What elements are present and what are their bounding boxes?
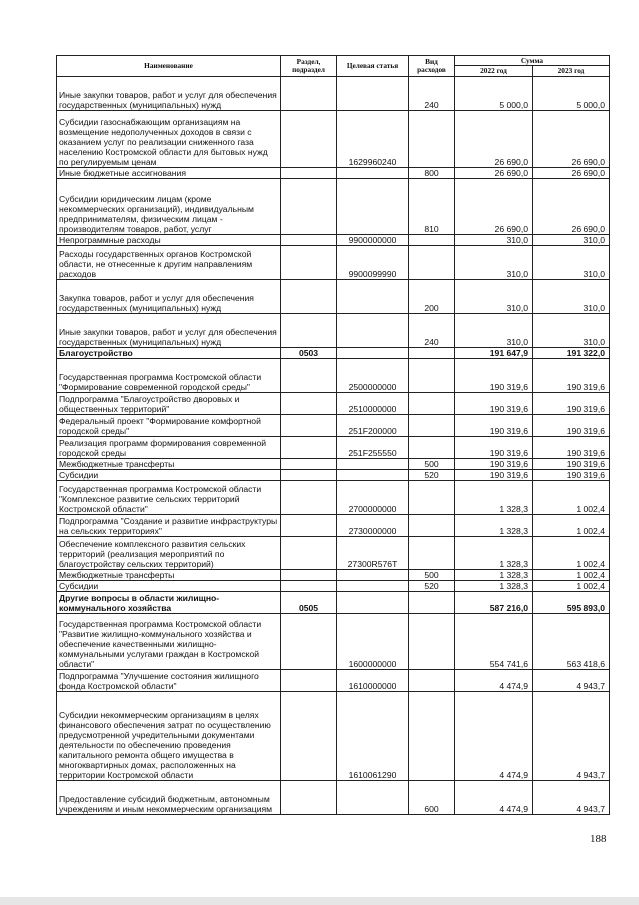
cell-target	[337, 581, 409, 592]
table-row	[57, 111, 610, 168]
cell-target	[337, 77, 409, 111]
table-row	[57, 415, 610, 437]
cell-sum-2022: 310,0	[455, 235, 533, 246]
table-row	[57, 235, 610, 246]
header-name: Наименование	[57, 56, 281, 77]
cell-section	[281, 470, 337, 481]
table-row	[57, 393, 610, 415]
cell-expense-type	[409, 348, 455, 359]
cell-expense-type	[409, 393, 455, 415]
cell-expense-type	[409, 692, 455, 781]
cell-section: 0503	[281, 348, 337, 359]
cell-section	[281, 111, 337, 168]
table-row	[57, 280, 610, 314]
cell-name: Государственная программа Костромской области "Комплексное развитие сельских территорий Костромской области"	[57, 481, 281, 515]
cell-name: Межбюджетные трансферты	[57, 570, 281, 581]
cell-name: Федеральный проект "Формирование комфортной городской среды"	[57, 415, 281, 437]
scan-bottom-edge	[0, 897, 639, 905]
cell-target	[337, 459, 409, 470]
cell-name: Субсидии некоммерческим организациям в целях финансового обеспечения затрат по осуществлению предусмотренной учредительными документами деятельности по обеспечению проведения капитального ремонта общего имущества в многоквартирных домах, расположенных на территории Костромской области	[57, 692, 281, 781]
cell-sum-2023: 4 943,7	[533, 692, 610, 781]
table-row	[57, 515, 610, 537]
cell-section	[281, 168, 337, 179]
cell-name: Субсидии	[57, 470, 281, 481]
cell-name: Непрограммные расходы	[57, 235, 281, 246]
table-row	[57, 437, 610, 459]
cell-sum-2022: 190 319,6	[455, 437, 533, 459]
cell-name: Иные закупки товаров, работ и услуг для обеспечения государственных (муниципальных) нужд	[57, 314, 281, 348]
cell-section	[281, 581, 337, 592]
cell-sum-2023: 190 319,6	[533, 415, 610, 437]
cell-sum-2023: 310,0	[533, 314, 610, 348]
cell-sum-2022: 587 216,0	[455, 592, 533, 614]
cell-sum-2022: 4 474,9	[455, 781, 533, 815]
cell-target	[337, 179, 409, 235]
cell-expense-type: 200	[409, 280, 455, 314]
cell-target: 2700000000	[337, 481, 409, 515]
cell-sum-2023: 190 319,6	[533, 437, 610, 459]
cell-sum-2023: 1 002,4	[533, 537, 610, 570]
cell-target: 1610000000	[337, 670, 409, 692]
cell-sum-2022: 1 328,3	[455, 537, 533, 570]
cell-expense-type	[409, 592, 455, 614]
cell-target	[337, 781, 409, 815]
cell-expense-type	[409, 670, 455, 692]
cell-section	[281, 570, 337, 581]
cell-expense-type	[409, 481, 455, 515]
header-expense-type: Вид расходов	[409, 56, 455, 77]
cell-section	[281, 77, 337, 111]
cell-target	[337, 470, 409, 481]
cell-sum-2023: 190 319,6	[533, 459, 610, 470]
cell-sum-2022: 26 690,0	[455, 168, 533, 179]
cell-sum-2022: 310,0	[455, 314, 533, 348]
cell-section	[281, 692, 337, 781]
table-row	[57, 481, 610, 515]
cell-name: Другие вопросы в области жилищно-коммунального хозяйства	[57, 592, 281, 614]
cell-name: Подпрограмма "Улучшение состояния жилищного фонда Костромской области"	[57, 670, 281, 692]
cell-section	[281, 537, 337, 570]
table-row	[57, 246, 610, 280]
cell-expense-type	[409, 235, 455, 246]
cell-expense-type	[409, 614, 455, 670]
cell-target: 27300R576T	[337, 537, 409, 570]
cell-name: Предоставление субсидий бюджетным, автономным учреждениям и иным некоммерческим организациям	[57, 781, 281, 815]
cell-name: Расходы государственных органов Костромской области, не отнесенные к другим направлениям расходов	[57, 246, 281, 280]
cell-target	[337, 168, 409, 179]
cell-target: 1629960240	[337, 111, 409, 168]
cell-sum-2023: 310,0	[533, 280, 610, 314]
cell-target: 251F200000	[337, 415, 409, 437]
cell-name: Межбюджетные трансферты	[57, 459, 281, 470]
cell-expense-type: 500	[409, 459, 455, 470]
cell-sum-2023: 26 690,0	[533, 111, 610, 168]
cell-target: 9900099990	[337, 246, 409, 280]
cell-section	[281, 415, 337, 437]
cell-sum-2022: 190 319,6	[455, 359, 533, 393]
cell-sum-2022: 190 319,6	[455, 459, 533, 470]
header-target: Целевая статья	[337, 56, 409, 77]
table-row	[57, 179, 610, 235]
cell-sum-2022: 5 000,0	[455, 77, 533, 111]
cell-sum-2022: 4 474,9	[455, 670, 533, 692]
table-row	[57, 692, 610, 781]
cell-expense-type: 520	[409, 470, 455, 481]
cell-section	[281, 179, 337, 235]
cell-section	[281, 670, 337, 692]
cell-sum-2023: 1 002,4	[533, 581, 610, 592]
cell-name: Реализация программ формирования современной городской среды	[57, 437, 281, 459]
cell-name: Подпрограмма "Благоустройство дворовых и общественных территорий"	[57, 393, 281, 415]
cell-name: Субсидии	[57, 581, 281, 592]
cell-sum-2022: 4 474,9	[455, 692, 533, 781]
cell-section	[281, 437, 337, 459]
page-number: 188	[590, 833, 607, 845]
cell-sum-2023: 1 002,4	[533, 515, 610, 537]
cell-expense-type: 500	[409, 570, 455, 581]
cell-sum-2022: 1 328,3	[455, 581, 533, 592]
cell-section	[281, 393, 337, 415]
cell-name: Иные бюджетные ассигнования	[57, 168, 281, 179]
cell-name: Государственная программа Костромской области "Формирование современной городской среды"	[57, 359, 281, 393]
cell-name: Субсидии газоснабжающим организациям на возмещение недополученных доходов в связи с оказанием услуг по реализации сниженного газа населению Костромской области для бытовых нужд по регулируемым ценам	[57, 111, 281, 168]
header-sum: Сумма	[455, 56, 610, 66]
cell-sum-2023: 1 002,4	[533, 570, 610, 581]
cell-target: 2500000000	[337, 359, 409, 393]
cell-name: Благоустройство	[57, 348, 281, 359]
cell-sum-2023: 190 319,6	[533, 359, 610, 393]
table-row	[57, 314, 610, 348]
cell-expense-type	[409, 359, 455, 393]
cell-section	[281, 280, 337, 314]
cell-expense-type	[409, 515, 455, 537]
cell-target	[337, 280, 409, 314]
cell-target	[337, 348, 409, 359]
table-row	[57, 459, 610, 470]
cell-sum-2022: 554 741,6	[455, 614, 533, 670]
cell-section	[281, 359, 337, 393]
cell-target: 9900000000	[337, 235, 409, 246]
cell-sum-2023: 190 319,6	[533, 393, 610, 415]
cell-section	[281, 459, 337, 470]
cell-sum-2023: 310,0	[533, 235, 610, 246]
cell-name: Государственная программа Костромской области "Развитие жилищно-коммунального хозяйства и обеспечение качественными жилищно-коммунальными услугами граждан в Костромской области"	[57, 614, 281, 670]
table-row	[57, 781, 610, 815]
cell-sum-2023: 26 690,0	[533, 179, 610, 235]
cell-expense-type: 600	[409, 781, 455, 815]
cell-sum-2023: 190 319,6	[533, 470, 610, 481]
cell-expense-type	[409, 537, 455, 570]
table-row	[57, 592, 610, 614]
table-row	[57, 470, 610, 481]
table-row	[57, 570, 610, 581]
cell-sum-2023: 595 893,0	[533, 592, 610, 614]
cell-expense-type: 800	[409, 168, 455, 179]
cell-name: Закупка товаров, работ и услуг для обеспечения государственных (муниципальных) нужд	[57, 280, 281, 314]
cell-target: 251F255550	[337, 437, 409, 459]
table-row	[57, 670, 610, 692]
cell-section	[281, 246, 337, 280]
cell-expense-type: 810	[409, 179, 455, 235]
cell-expense-type	[409, 111, 455, 168]
cell-sum-2022: 190 319,6	[455, 415, 533, 437]
cell-section	[281, 235, 337, 246]
table-row	[57, 614, 610, 670]
cell-sum-2023: 4 943,7	[533, 670, 610, 692]
header-year-2023: 2023 год	[533, 66, 610, 77]
cell-section	[281, 481, 337, 515]
cell-target	[337, 570, 409, 581]
cell-section	[281, 781, 337, 815]
header-section: Раздел, подраздел	[281, 56, 337, 77]
cell-target: 2730000000	[337, 515, 409, 537]
cell-sum-2022: 26 690,0	[455, 179, 533, 235]
header-year-2022: 2022 год	[455, 66, 533, 77]
cell-sum-2023: 310,0	[533, 246, 610, 280]
cell-sum-2022: 310,0	[455, 280, 533, 314]
table-row	[57, 359, 610, 393]
cell-sum-2022: 1 328,3	[455, 481, 533, 515]
cell-name: Иные закупки товаров, работ и услуг для обеспечения государственных (муниципальных) нужд	[57, 77, 281, 111]
cell-sum-2022: 190 319,6	[455, 470, 533, 481]
budget-table	[56, 55, 610, 815]
cell-target: 1610061290	[337, 692, 409, 781]
cell-sum-2022: 26 690,0	[455, 111, 533, 168]
cell-section: 0505	[281, 592, 337, 614]
cell-name: Подпрограмма "Создание и развитие инфраструктуры на сельских территориях"	[57, 515, 281, 537]
cell-expense-type: 240	[409, 77, 455, 111]
cell-name: Субсидии юридическим лицам (кроме некоммерческих организаций), индивидуальным предпринимателям, физическим лицам - производителям товаров, работ, услуг	[57, 179, 281, 235]
cell-sum-2023: 1 002,4	[533, 481, 610, 515]
cell-target	[337, 314, 409, 348]
cell-section	[281, 614, 337, 670]
cell-target	[337, 592, 409, 614]
cell-sum-2022: 310,0	[455, 246, 533, 280]
cell-sum-2023: 26 690,0	[533, 168, 610, 179]
cell-target: 2510000000	[337, 393, 409, 415]
cell-expense-type	[409, 415, 455, 437]
cell-sum-2023: 5 000,0	[533, 77, 610, 111]
cell-target: 1600000000	[337, 614, 409, 670]
cell-sum-2022: 191 647,9	[455, 348, 533, 359]
cell-sum-2022: 1 328,3	[455, 570, 533, 581]
table-row	[57, 77, 610, 111]
cell-sum-2023: 563 418,6	[533, 614, 610, 670]
cell-section	[281, 314, 337, 348]
cell-name: Обеспечение комплексного развития сельских территорий (реализация мероприятий по благоустройству сельских территорий)	[57, 537, 281, 570]
cell-sum-2022: 190 319,6	[455, 393, 533, 415]
table-row	[57, 168, 610, 179]
table-row	[57, 581, 610, 592]
cell-expense-type	[409, 437, 455, 459]
cell-expense-type: 520	[409, 581, 455, 592]
cell-sum-2023: 191 322,0	[533, 348, 610, 359]
cell-sum-2023: 4 943,7	[533, 781, 610, 815]
cell-sum-2022: 1 328,3	[455, 515, 533, 537]
cell-expense-type	[409, 246, 455, 280]
cell-expense-type: 240	[409, 314, 455, 348]
cell-section	[281, 515, 337, 537]
table-row	[57, 537, 610, 570]
table-body	[57, 77, 610, 815]
table-row	[57, 348, 610, 359]
